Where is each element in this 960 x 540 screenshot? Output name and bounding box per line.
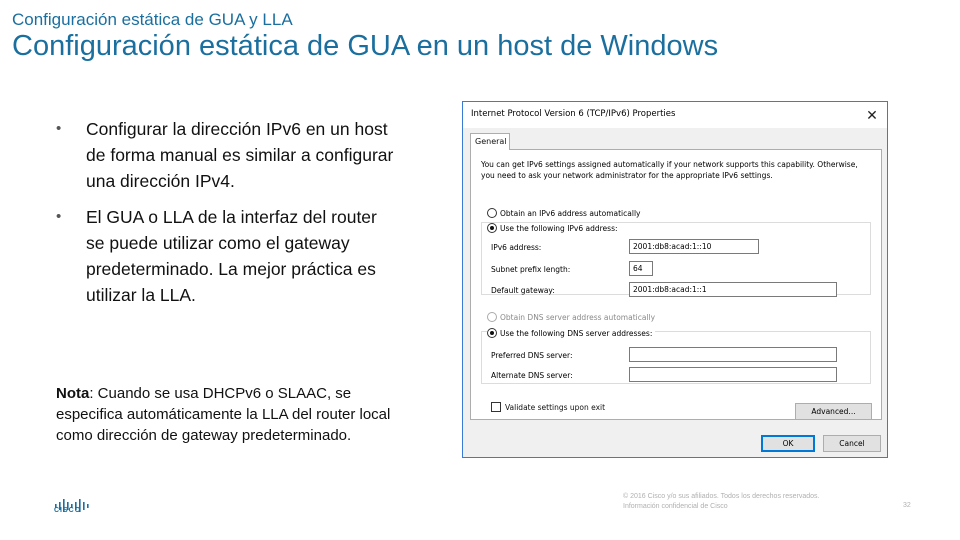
intro-text: You can get IPv6 settings assigned automatically if your network supports this capability. Otherwise, you need to ask your network administrator for the appropriate IPv6 settings. bbox=[481, 160, 858, 180]
radio-use-static-dns[interactable] bbox=[487, 328, 655, 338]
slide-title: Configuración estática de GUA en un host de Windows bbox=[12, 30, 719, 62]
bullet-text: El GUA o LLA de la interfaz del router se puede utilizar como el gateway predeterminado. La mejor práctica es utilizar la LLA. bbox=[86, 207, 377, 305]
note-label: Nota bbox=[56, 385, 90, 402]
radio-label: Obtain an IPv6 address automatically bbox=[500, 208, 641, 218]
preferred-dns-label: Preferred DNS server: bbox=[491, 351, 573, 360]
validate-checkbox-row[interactable] bbox=[491, 402, 605, 412]
radio-obtain-dns-auto[interactable] bbox=[487, 312, 658, 322]
radio-label: Obtain DNS server address automatically bbox=[500, 312, 656, 322]
radio-circle[interactable] bbox=[487, 208, 497, 218]
copyright-line-1: © 2016 Cisco y/o sus afiliados. Todos los derechos reservados. bbox=[623, 493, 820, 500]
subnet-prefix-label: Subnet prefix length: bbox=[491, 265, 571, 274]
bullet-glyph: • bbox=[56, 120, 62, 137]
ipv6-properties-dialog bbox=[462, 101, 888, 458]
radio-obtain-ipv6-auto[interactable] bbox=[487, 208, 643, 218]
cancel-button[interactable]: Cancel bbox=[823, 435, 881, 452]
close-icon[interactable]: ✕ bbox=[866, 106, 878, 123]
page-number: 32 bbox=[903, 502, 911, 509]
radio-label: Use the following DNS server addresses: bbox=[500, 328, 653, 338]
ipv6-address-label: IPv6 address: bbox=[491, 243, 542, 252]
tab-general[interactable]: General bbox=[470, 133, 510, 150]
advanced-button[interactable]: Advanced... bbox=[795, 403, 872, 420]
alternate-dns-field[interactable] bbox=[629, 367, 837, 382]
preferred-dns-field[interactable] bbox=[629, 347, 837, 362]
radio-label: Use the following IPv6 address: bbox=[500, 223, 618, 233]
note-text: : Cuando se usa DHCPv6 o SLAAC, se especifica automáticamente la LLA del router local como dirección de gateway predeterminado. bbox=[56, 385, 391, 444]
bullet-item bbox=[56, 116, 396, 194]
alternate-dns-label: Alternate DNS server: bbox=[491, 371, 573, 380]
subnet-prefix-field[interactable]: 64 bbox=[629, 261, 653, 276]
validate-label: Validate settings upon exit bbox=[505, 402, 606, 412]
radio-use-static-ipv6[interactable] bbox=[487, 223, 621, 233]
radio-circle-selected[interactable] bbox=[487, 223, 497, 233]
radio-circle-disabled[interactable] bbox=[487, 312, 497, 322]
cisco-brand-text: CISCO bbox=[54, 507, 82, 514]
footer-copyright bbox=[623, 492, 819, 512]
bullet-list bbox=[56, 116, 396, 318]
validate-checkbox[interactable] bbox=[491, 402, 501, 412]
dialog-titlebar bbox=[463, 102, 887, 128]
copyright-line-2: Información confidencial de Cisco bbox=[623, 503, 728, 510]
default-gateway-field[interactable]: 2001:db8:acad:1::1 bbox=[629, 282, 837, 297]
general-panel bbox=[470, 149, 882, 420]
bullet-item bbox=[56, 204, 396, 308]
default-gateway-label: Default gateway: bbox=[491, 286, 555, 295]
bullet-text: Configurar la dirección IPv6 en un host de forma manual es similar a configurar una dirección IPv4. bbox=[86, 119, 394, 191]
dialog-title: Internet Protocol Version 6 (TCP/IPv6) Properties bbox=[471, 109, 676, 119]
radio-circle-selected[interactable] bbox=[487, 328, 497, 338]
ok-button[interactable]: OK bbox=[761, 435, 815, 452]
ipv6-address-field[interactable]: 2001:db8:acad:1::10 bbox=[629, 239, 759, 254]
slide-subtitle: Configuración estática de GUA y LLA bbox=[12, 10, 293, 29]
note bbox=[56, 383, 406, 446]
bullet-glyph: • bbox=[56, 208, 62, 225]
